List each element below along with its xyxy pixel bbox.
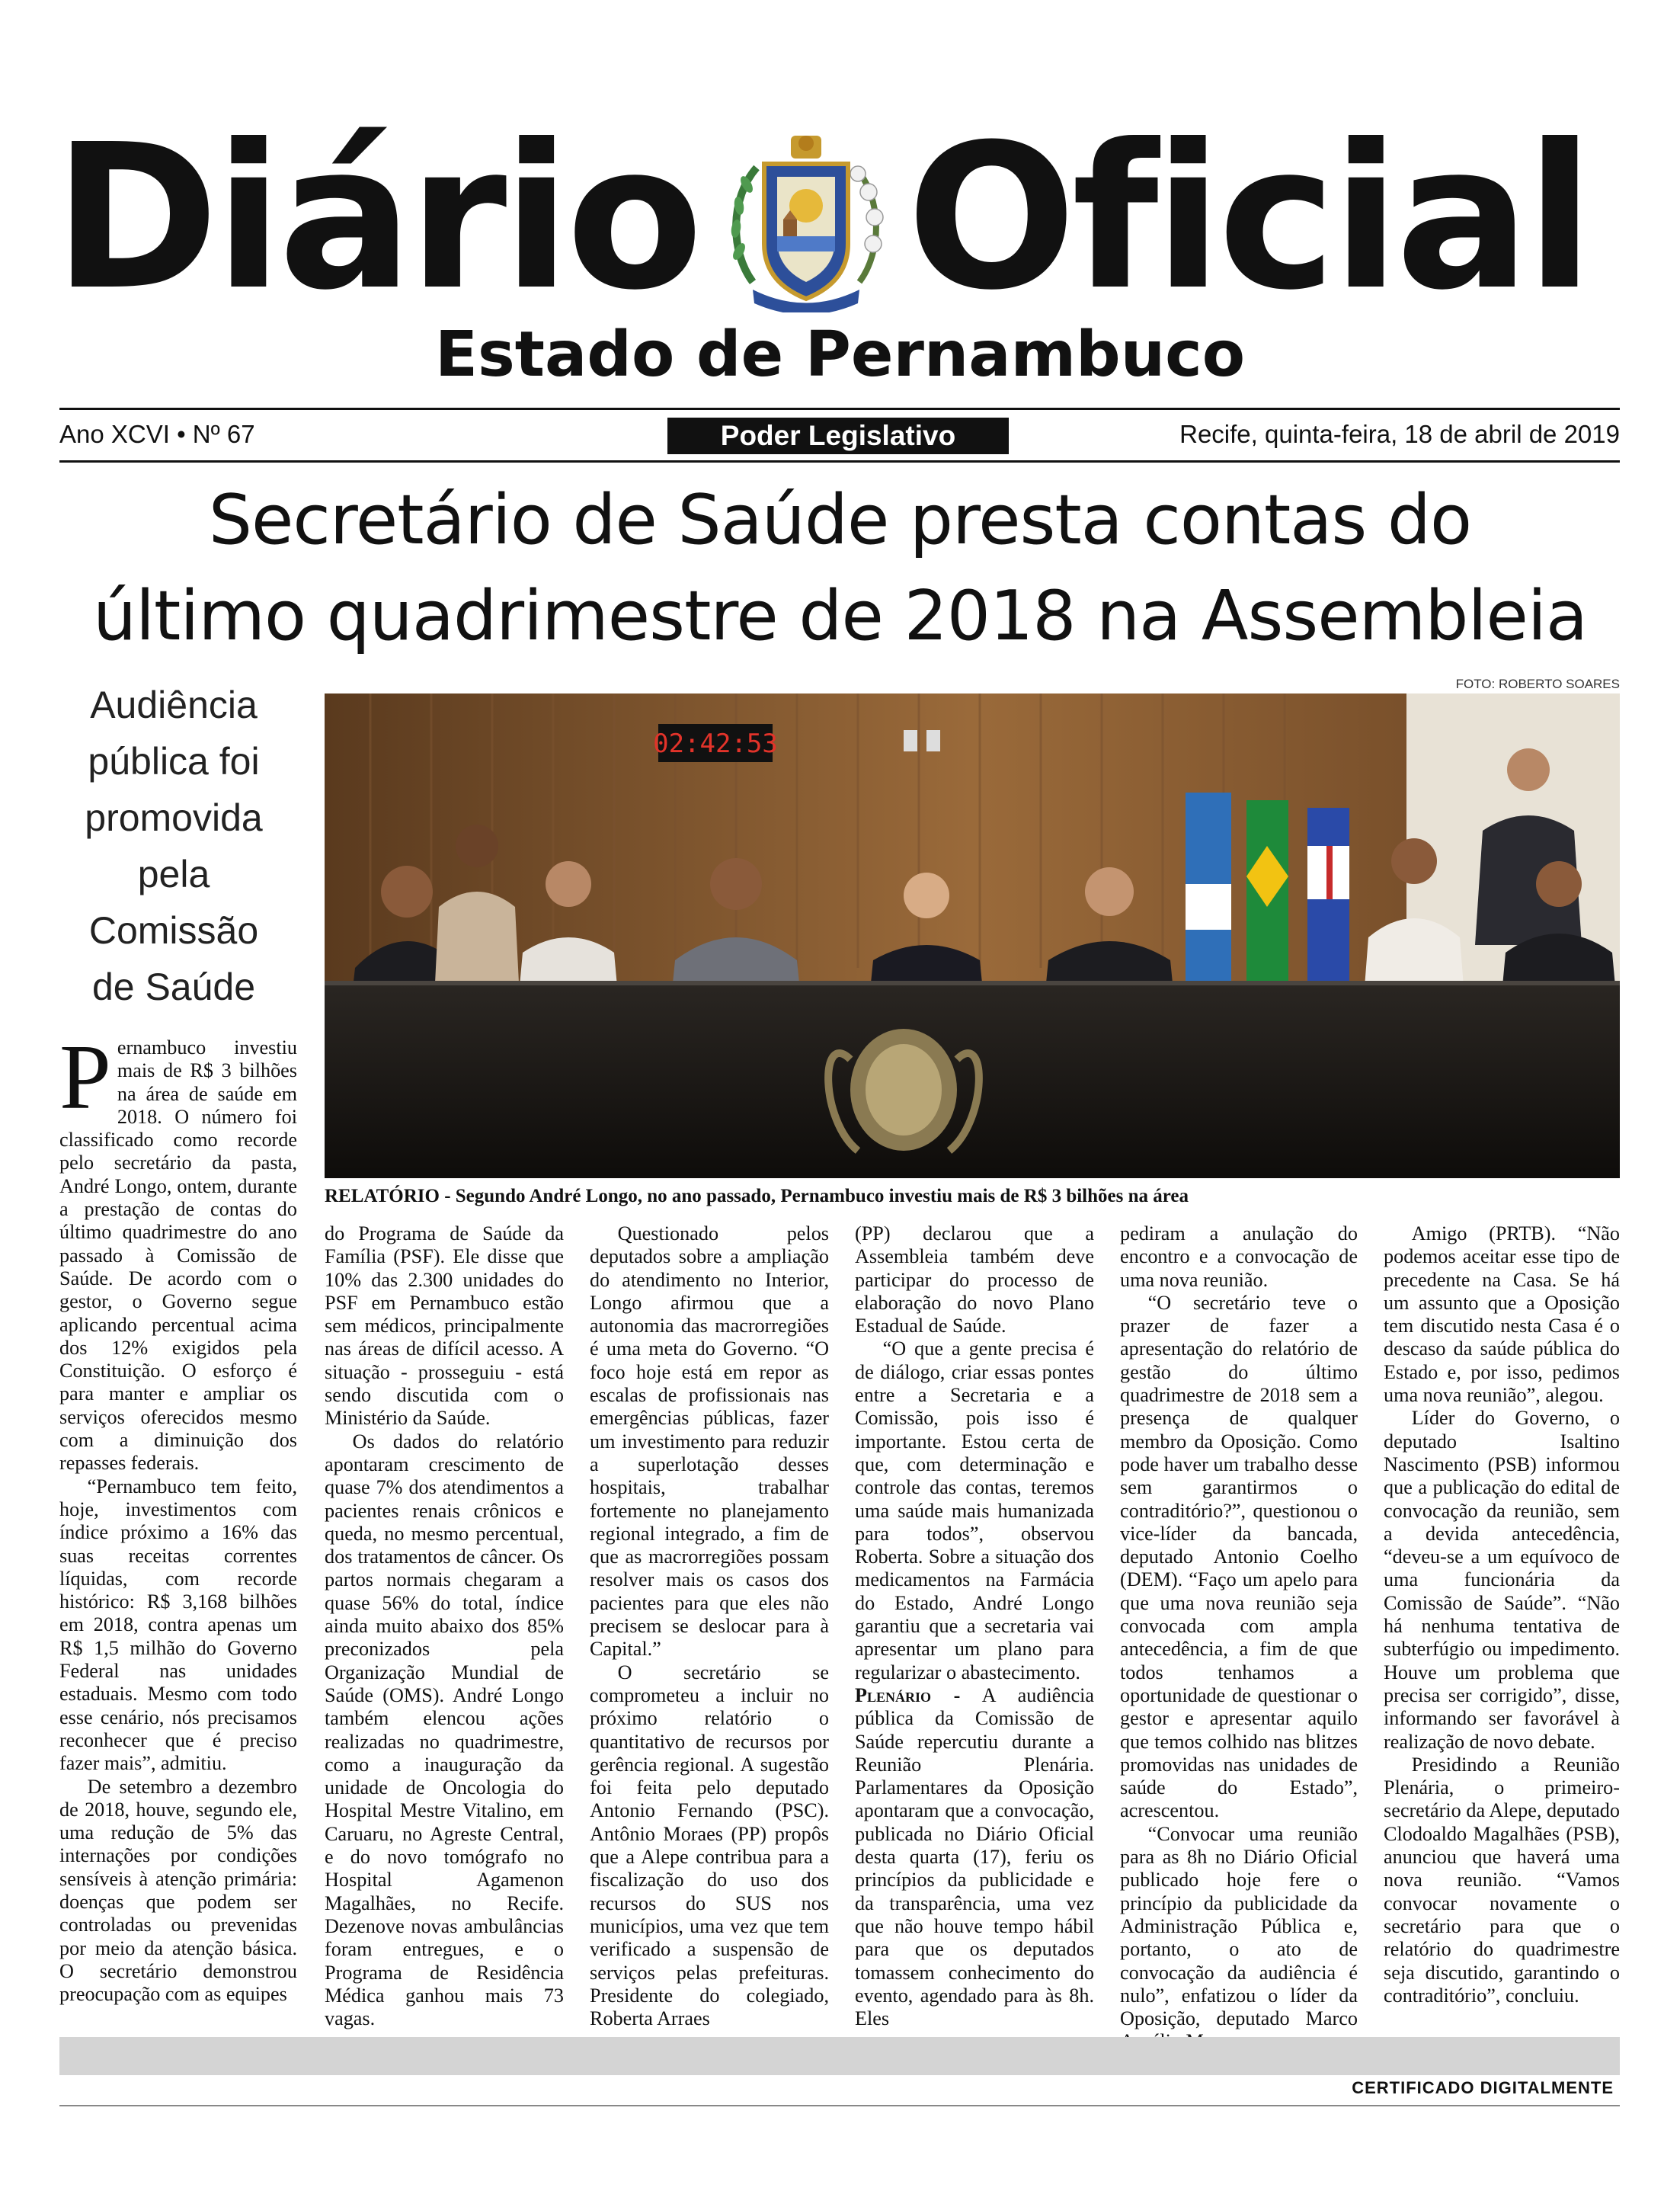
footer-bar [59, 2037, 1620, 2075]
paragraph: Plenário - A audiência pública da Comissão de Saúde repercutiu durante a Reunião Plenária. Parlamentares da Oposição apontaram que a convocação, publicada no Diário Oficial desta quarta (17), feriu os princípios da publicidade e da transparência, uma vez que não houve tempo hábil para que os deputados tomassem conhecimento do evento, agendado para às 8h. Eles [855, 1683, 1094, 2030]
caption-text: Segundo André Longo, no ano passado, Pernambuco investiu mais de R$ 3 bilhões na área [450, 1186, 1189, 1206]
clock-display: 02:42:53 [653, 729, 778, 759]
paragraph: “O secretário teve o prazer de fazer a apresentação do relatório de gestão do último quadrimestre de 2018 sem a presença de qualquer membro da Oposição. Como pode haver um trabalho desse sem garantirmos o contraditório?”, questionou o vice-líder da bancada, deputado Antonio Coelho (DEM). “Faço um apelo para que uma nova reunião seja convocada com ampla antecedência, a fim de que todos tenhamos a oportunidade de questionar o gestor e apresentar aquilo que temos colhido nas blitzes promovidas nas unidades de saúde do Estado”, acrescentou. [1120, 1291, 1358, 1822]
article-column-2 [325, 1222, 564, 2030]
paragraph: Amigo (PRTB). “Não podemos aceitar esse tipo de precedente na Casa. Se há um assunto que a Oposição tem discutido nesta Casa é o descaso da saúde pública do Estado e, por isso, pedimos uma nova reunião”, alegou. [1384, 1222, 1620, 1407]
paragraph: pediram a anulação do encontro e a convocação de uma nova reunião. [1120, 1222, 1358, 1291]
footer-rule [59, 2105, 1620, 2106]
subhead: Plenário - [855, 1683, 961, 1706]
masthead-rule-bottom [59, 460, 1620, 463]
deck-line: promovida [85, 796, 263, 839]
article-column-3 [590, 1222, 829, 2030]
coat-of-arms-icon [722, 130, 890, 312]
issue-dateline: Recife, quinta-feira, 18 de abril de 2019 [1179, 420, 1620, 448]
masthead-subtitle: Estado de Pernambuco [434, 319, 1246, 391]
masthead-rule-top [59, 408, 1620, 410]
headline-line-1: Secretário de Saúde presta contas do [208, 480, 1472, 560]
article-column-6 [1384, 1222, 1620, 2007]
masthead-title-right: Oficial [907, 101, 1590, 334]
paragraph: “O que a gente precisa é de diálogo, criar essas pontes entre a Secretaria e a Comissão, pois isso é importante. Estou certa de que, com determinação e controle das contas, teremos uma saúde mais humanizada para todos”, observou Roberta. Sobre a situação dos medicamentos na Farmácia do Estado, André Longo garantiu que a secretaria vai apresentar um plano para regularizar o abastecimento. [855, 1337, 1094, 1683]
paragraph: Questionado pelos deputados sobre a ampliação do atendimento no Interior, Longo afirmou que a autonomia das macrorregiões é uma meta do Governo. “O foco hoje está em repor as escalas de profissionais nas emergências públicas, fazer um investimento para reduzir a superlotação desses hospitais, trabalhar fortemente no planejamento regional integrado, a fim de que as macrorregiões possam resolver mais os casos dos pacientes para que eles não precisem se deslocar para à Capital.” [590, 1222, 829, 1661]
paragraph: Presidindo a Reunião Plenária, o primeiro-secretário da Alepe, deputado Clodoaldo Magalhães (PSB), anunciou que haverá uma nova reunião. “Vamos convocar novamente o secretário para que o relatório do quadrimestre seja discutido, garantindo o contraditório”, concluiu. [1384, 1753, 1620, 2007]
paragraph: O secretário se comprometeu a incluir no próximo relatório o quantitativo de recursos por gerência regional. A sugestão foi feita pelo deputado Antonio Fernando (PSC). Antônio Moraes (PP) propôs que a Alepe contribua para a fiscalização do uso dos recursos do SUS nos municípios, uma vez que tem verificado a suspensão de serviços pelas prefeituras. Presidente do colegiado, Roberta Arraes [590, 1661, 829, 2030]
paragraph: Os dados do relatório apontaram crescimento de quase 7% dos atendimentos a pacientes renais crônicos e queda, no mesmo percentual, dos tratamentos de câncer. Os partos normais chegaram a quase 56% do total, índice ainda muito abaixo dos 85% preconizados pela Organização Mundial de Saúde (OMS). André Longo também elencou ações realizadas no quadrimestre, como a inauguração da unidade de Oncologia do Hospital Mestre Vitalino, em Caruaru, no Agreste Central, e do novo tomógrafo no Hospital Agamenon Magalhães, no Recife. Dezenove novas ambulâncias foram entregues, e o Programa de Residência Médica ganhou mais 73 vagas. [325, 1430, 564, 2030]
drop-cap: P [59, 1026, 111, 1129]
article-column-4 [855, 1222, 1094, 2030]
paragraph: do Programa de Saúde da Família (PSF). Ele disse que 10% das 2.300 unidades do PSF em Pernambuco estão sem médicos, principalmente nas áreas de difícil acesso. A situação - prosseguiu - está sendo discutida com o Ministério da Saúde. [325, 1222, 564, 1430]
deck-line: Comissão [88, 909, 259, 952]
article-column-1 [59, 1026, 297, 2006]
paragraph: “Pernambuco tem feito, hoje, investimentos com índice próximo a 16% das suas receitas correntes líquidas, com recorde histórico: R$ 3,168 bilhões em 2018, contra apenas um R$ 1,5 milhão do Governo Federal nas unidades estaduais. Mesmo com todo esse cenário, nós precisamos reconhecer que é preciso fazer mais”, admitiu. [59, 1475, 297, 1775]
article-photo [325, 693, 1620, 1178]
headline-line-2: último quadrimestre de 2018 na Assembleia [93, 576, 1587, 656]
paragraph: Líder do Governo, o deputado Isaltino Nascimento (PSB) informou que a publicação do edital de convocação da reunião, sem a devida antecedência, “deveu-se a um equívoco de uma funcionária da Comissão de Saúde”. “Não há nenhuma tentativa de subterfúgio ou impedimento. Houve um problema que precisa ser corrigido”, disse, informando ser favorável à realização de novo debate. [1384, 1407, 1620, 1753]
article-deck [59, 677, 288, 1015]
paragraph: Pernambuco investiu mais de R$ 3 bilhões na área de saúde em 2018. O número foi classificado como recorde pelo secretário da pasta, André Longo, ontem, durante a prestação de contas do último quadrimestre do ano passado à Comissão de Saúde. De acordo com o gestor, o Governo segue aplicando percentual acima dos 12% exigidos pela Constituição. O esforço é para manter e ampliar os serviços oferecidos mesmo com a diminuição dos repasses federais. [59, 1026, 297, 1475]
photo-credit: FOTO: ROBERTO SOARES [1455, 677, 1620, 691]
deck-line: pública foi [88, 740, 260, 783]
certification-label: CERTIFICADO DIGITALMENTE [1352, 2078, 1614, 2097]
paragraph: (PP) declarou que a Assembleia também deve participar do processo de elaboração do novo Plano Estadual de Saúde. [855, 1222, 1094, 1337]
paragraph: “Convocar uma reunião para as 8h no Diário Oficial publicado hoje fere o princípio da publicidade da Administração Pública e, portanto, o ato de convocação da audiência é nulo”, enfatizou o líder da Oposição, deputado Marco [1120, 1822, 1358, 2030]
caption-label: RELATÓRIO - [325, 1186, 451, 1206]
deck-line: pela [137, 853, 210, 895]
paragraph: De setembro a dezembro de 2018, houve, segundo ele, uma redução de 5% das internações por condições sensíveis à atenção primária: doenças que podem ser controladas ou prevenidas por meio da atenção básica. O secretário demonstrou preocupação com as equipes [59, 1775, 297, 2006]
deck-line: de Saúde [91, 966, 256, 1008]
deck-line: Audiência [90, 684, 258, 726]
issue-edition: Ano XCVI • Nº 67 [59, 420, 255, 448]
photo-caption [325, 1184, 1620, 1209]
section-label: Poder Legislativo [667, 418, 1009, 454]
masthead-title-left: Diário [53, 101, 699, 334]
article-column-5 [1120, 1222, 1358, 2054]
